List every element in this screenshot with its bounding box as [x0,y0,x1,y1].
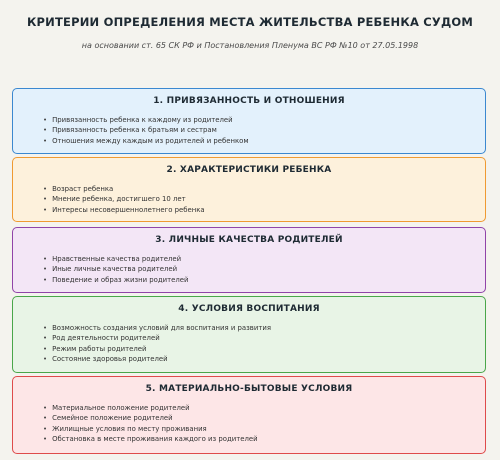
list-item: • Семейное положение родителей [43,413,258,423]
list-item: • Обстановка в месте проживания каждого из родителей [43,434,258,444]
criterion-title: 2. ХАРАКТЕРИСТИКИ РЕБЕНКА [166,165,332,175]
list-item: • Интересы несовершеннолетнего ребенка [43,205,205,215]
criterion-title: 5. МАТЕРИАЛЬНО-БЫТОВЫЕ УСЛОВИЯ [145,384,353,394]
list-item: • Жилищные условия по месту проживания [43,424,258,434]
list-item: • Отношения между каждым из родителей и ребенком [43,136,249,146]
list-item: • Привязанность ребенка к братьям и сестрам [43,125,249,135]
criterion-list [43,403,258,444]
list-item: • Привязанность ребенка к каждому из родителей [43,115,249,125]
list-item: • Иные личные качества родителей [43,264,189,274]
list-item: • Материальное положение родителей [43,403,258,413]
criterion-card-living-conditions [12,376,486,454]
list-item: • Мнение ребенка, достигшего 10 лет [43,194,205,204]
criterion-title: 3. ЛИЧНЫЕ КАЧЕСТВА РОДИТЕЛЕЙ [155,235,343,245]
list-item: • Возраст ребенка [43,184,205,194]
criterion-list [43,115,249,146]
criterion-card-attachment [12,88,486,154]
list-item: • Состояние здоровья родителей [43,354,271,364]
list-item: • Поведение и образ жизни родителей [43,275,189,285]
criterion-title: 1. ПРИВЯЗАННОСТЬ И ОТНОШЕНИЯ [153,96,345,106]
list-item: • Режим работы родителей [43,344,271,354]
criterion-card-child-characteristics [12,157,486,222]
criterion-list [43,254,189,285]
page-subtitle: на основании ст. 65 СК РФ и Постановления Пленума ВС РФ №10 от 27.05.1998 [81,41,419,50]
criterion-list [43,184,205,215]
list-item: • Возможность создания условий для воспитания и развития [43,323,271,333]
list-item: • Нравственные качества родителей [43,254,189,264]
criterion-card-parent-qualities [12,227,486,293]
list-item: • Род деятельности родителей [43,333,271,343]
criterion-card-upbringing-conditions [12,296,486,373]
page-title: КРИТЕРИИ ОПРЕДЕЛЕНИЯ МЕСТА ЖИТЕЛЬСТВА РЕБЕНКА СУДОМ [26,15,474,29]
criterion-list [43,323,271,364]
criterion-title: 4. УСЛОВИЯ ВОСПИТАНИЯ [178,304,320,314]
